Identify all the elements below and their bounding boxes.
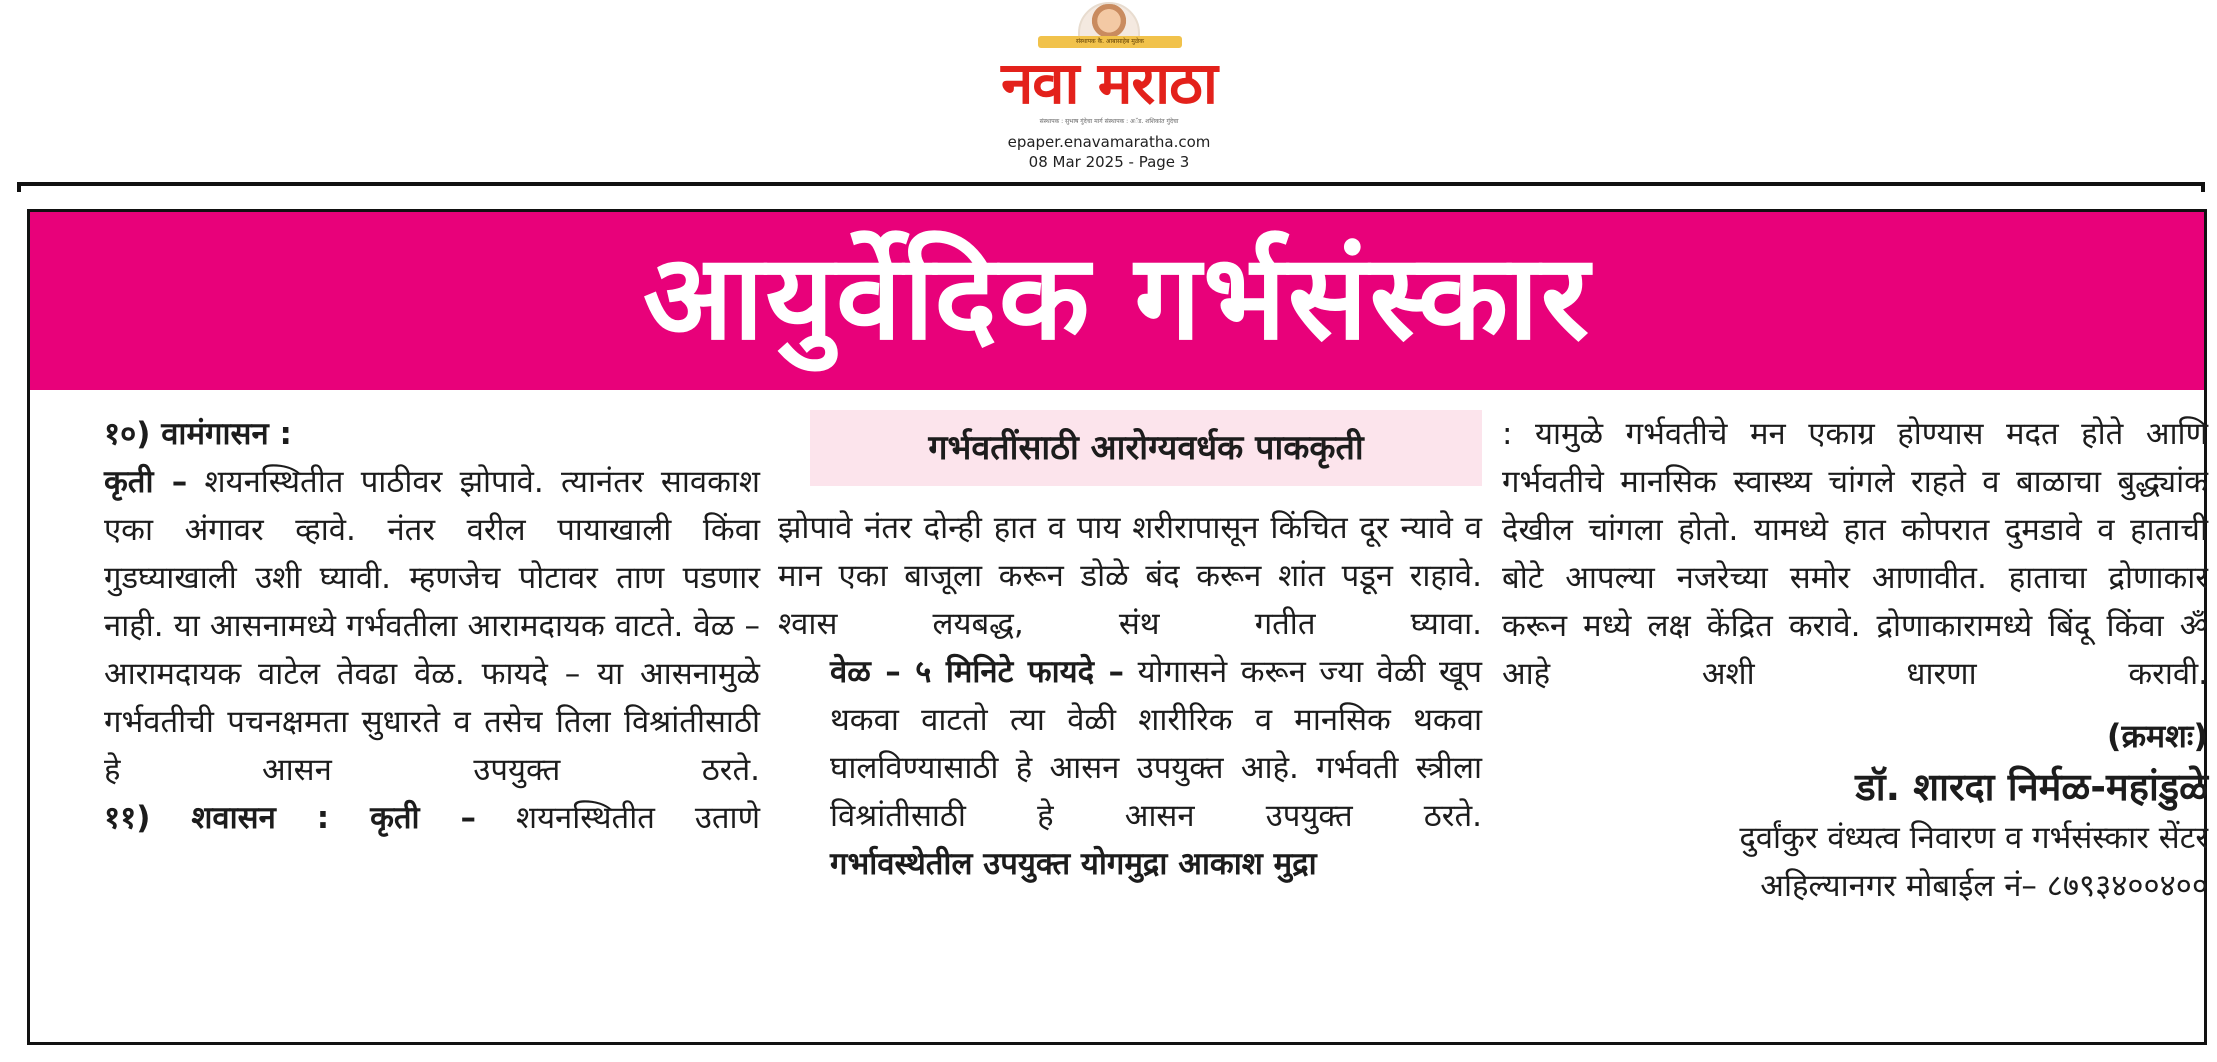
author-name: डॉ. शारदा निर्मळ-महांडुळे [1855, 765, 2208, 809]
lead-label: कृती – [104, 464, 188, 500]
paragraph-text: शयनस्थितीत पाठीवर झोपावे. त्यानंतर सावकाश एका अंगावर व्हावे. नंतर वरील पायाखाली किंवा गुडघ्याखाली उशी घ्यावी. म्हणजेच पोटावर ताण पडणार नाही. या आसनामध्ये गर्भवतीला आरामदायक वाटते. वेळ – आरामदायक वाटेल तेवढा वेळ. फायदे – या आसनामुळे गर्भवतीची पचनक्षमता सुधारते व तसेच तिला विश्रांतीसाठी हे आसन उपयुक्त ठरते. [104, 464, 760, 788]
author-contact: अहिल्यानगर मोबाईल नं– ८७९३४००४०० [1760, 868, 2208, 904]
recipe-subheading: गर्भवतींसाठी आरोग्यवर्धक पाककृती [810, 410, 1482, 486]
title-banner [30, 212, 2204, 390]
paragraph-text: योगासने करून ज्या वेळी खूप थकवा वाटतो त्या वेळी शारीरिक व मानसिक थकवा घालविण्यासाठी हे आसन उपयुक्त आहे. गर्भवती स्त्रीला विश्रांतीसाठी हे आसन उपयुक्त ठरते. [830, 654, 1482, 834]
newspaper-logo [958, 0, 1260, 128]
brand-name: नवा मराठा [1001, 49, 1217, 117]
paragraph-text: शयनस्थितीत उताणे [476, 800, 760, 836]
masthead [0, 0, 2217, 186]
article-column-1 [52, 410, 760, 842]
article-title: आयुर्वेदिक गर्भसंस्कार [642, 228, 1592, 366]
paragraph [52, 458, 760, 794]
epaper-site: epaper.enavamaratha.com [1007, 133, 1211, 151]
brand-subline: संस्थापक : सुभाष गुंदेचा मार्ग संस्थापक : अॅड. शशिकांत गुंदेचा [1039, 118, 1179, 125]
edition-date-page: 08 Mar 2025 - Page 3 [1028, 153, 1190, 171]
paragraph [778, 648, 1482, 840]
section-heading-vamangasan: १०) वामंगासन : [104, 416, 292, 452]
paragraph [52, 794, 760, 842]
article-clipping [27, 209, 2207, 1045]
paragraph: झोपावे नंतर दोन्ही हात व पाय शरीरापासून किंचित दूर न्यावे व मान एका बाजूला करून डोळे बंद करून शांत पडून राहावे. श्वास लयबद्ध, संथ गतीत घ्यावा. [778, 510, 1482, 642]
lead-label: वेळ – ५ मिनिटे फायदे – [830, 654, 1125, 690]
article-column-3 [1502, 410, 2208, 910]
author-organization: दुर्वांकुर वंध्यत्व निवारण व गर्भसंस्कार सेंटर [1739, 820, 2208, 856]
paragraph: : यामुळे गर्भवतीचे मन एकाग्र होण्यास मदत होते आणि गर्भवतीचे मानसिक स्वास्थ्य चांगले राहते व बाळाचा बुद्ध्यांक देखील चांगला होतो. यामध्ये हात कोपरात दुमडावे व हाताची बोटे आपल्या नजरेच्या समोर आणावीत. हाताचा द्रोणाकार करून मध्ये लक्ष केंद्रित करावे. द्रोणाकारामध्ये बिंदू किंवा ॐ आहे अशी धारणा करावी. [1502, 416, 2208, 692]
article-column-2 [778, 410, 1482, 888]
masthead-rule [17, 182, 2205, 186]
lead-label: ११) शवासन : कृती – [104, 800, 477, 836]
continued-marker: (क्रमशः) [2106, 717, 2208, 755]
logo-ribbon: संस्थापक कै. आबासाहेब मुळेक [1038, 36, 1182, 48]
section-heading-yogamudra: गर्भावस्थेतील उपयुक्त योगमुद्रा आकाश मुद्रा [830, 846, 1317, 882]
